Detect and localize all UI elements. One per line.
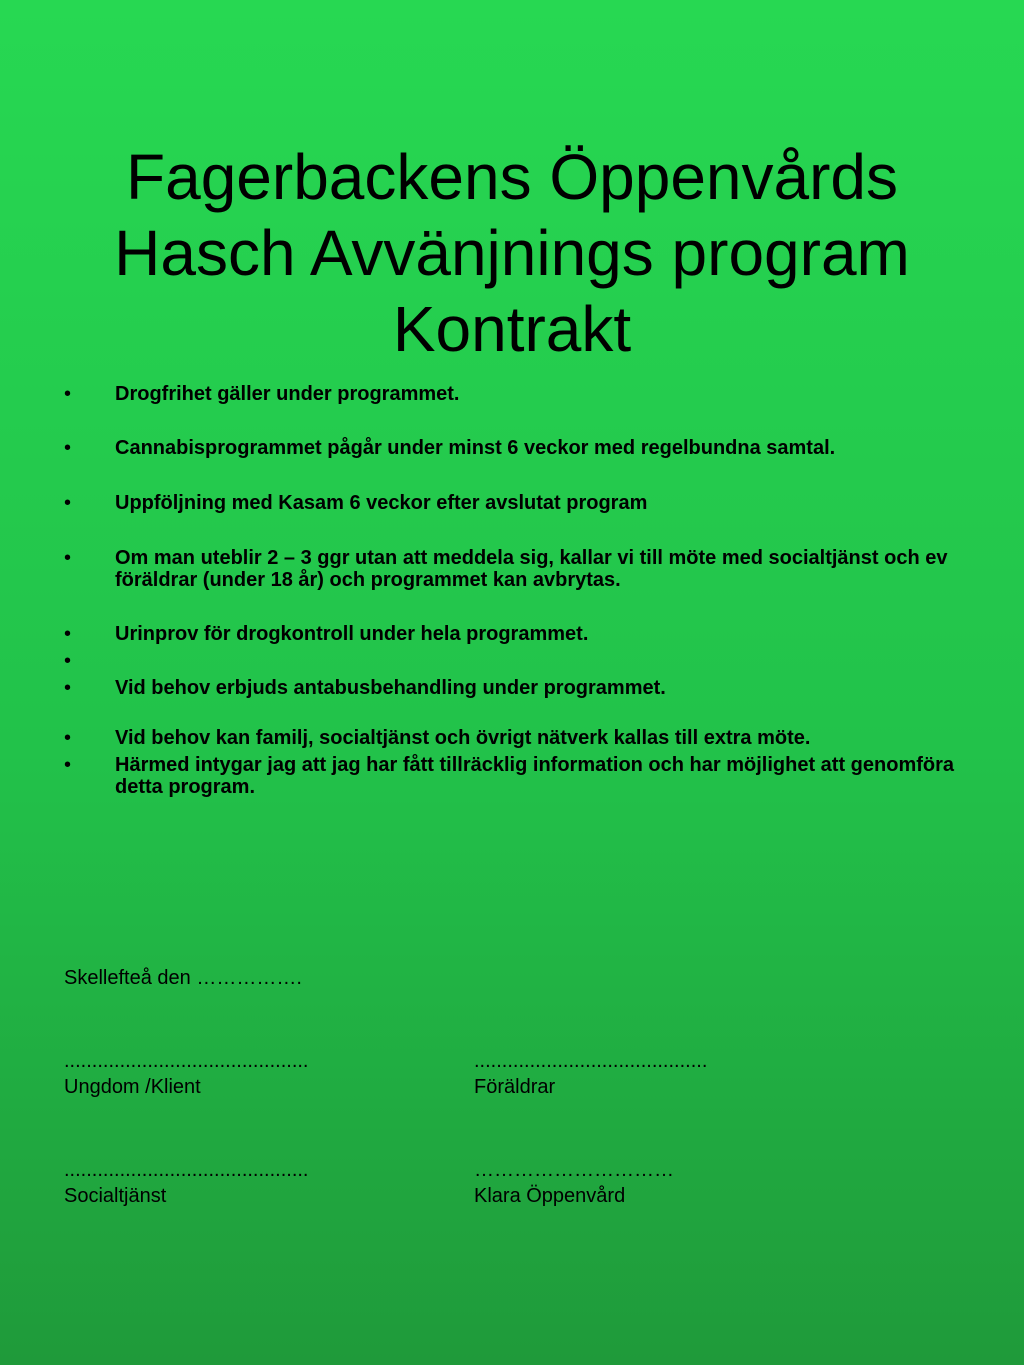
title-line-3: Kontrakt [392, 292, 632, 365]
list-item-text: Urinprov för drogkontroll under hela programmet. [115, 623, 589, 645]
signature-label-client: Ungdom /Klient [64, 1076, 201, 1098]
signature-line-social-services: ............................................ [64, 1159, 309, 1181]
list-item-text: Vid behov erbjuds antabusbehandling under programmet. [115, 677, 666, 699]
list-item-text: Om man uteblir 2 – 3 ggr utan att meddela sig, kallar vi till möte med socialtjänst och ev föräldrar (under 18 år) och programmet kan avbrytas. [115, 547, 948, 591]
list-item-text: Härmed intygar jag att jag har fått tillräcklig information och har möjlighet att genomföra detta program. [115, 754, 955, 798]
bullet-marker: • [64, 677, 72, 699]
signature-line-client: ............................................ [64, 1050, 309, 1072]
title-line-1: Fagerbackens Öppenvårds [126, 140, 898, 213]
signature-line-clinic: ………………………… [474, 1159, 674, 1181]
title-line-2: Hasch Avvänjnings program [114, 216, 910, 289]
signature-label-social-services: Socialtjänst [64, 1185, 167, 1207]
signature-label-clinic: Klara Öppenvård [474, 1185, 626, 1207]
place-date-line: Skellefteå den ……………. [64, 967, 302, 989]
bullet-marker: • [64, 623, 72, 645]
list-item-text: Vid behov kan familj, socialtjänst och övrigt nätverk kallas till extra möte. [115, 727, 811, 749]
list-item-text: Uppföljning med Kasam 6 veckor efter avslutat program [115, 492, 648, 514]
bullet-marker: • [64, 727, 72, 749]
page-title [0, 139, 1024, 367]
bullet-marker: • [64, 754, 72, 776]
list-item-text: Drogfrihet gäller under programmet. [115, 383, 460, 405]
bullet-marker: • [64, 437, 72, 459]
signature-label-parents: Föräldrar [474, 1076, 556, 1098]
bullet-marker: • [64, 547, 72, 569]
list-item-text: Cannabisprogrammet pågår under minst 6 veckor med regelbundna samtal. [115, 437, 836, 459]
bullet-marker: • [64, 650, 72, 672]
bullet-marker: • [64, 383, 72, 405]
bullet-marker: • [64, 492, 72, 514]
signature-line-parents: .......................................... [474, 1050, 708, 1072]
